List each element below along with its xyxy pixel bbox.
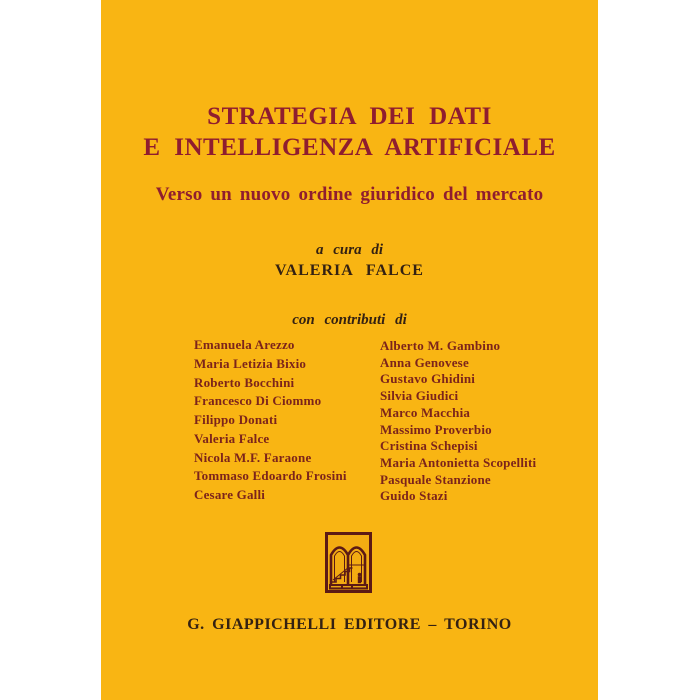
contributor-name: Silvia Giudici <box>380 388 459 404</box>
contributors-label: con contributi di <box>292 312 407 328</box>
book-title-line2: E INTELLIGENZA ARTIFICIALE <box>143 134 556 161</box>
contributor-name: Tommaso Edoardo Frosini <box>194 468 347 484</box>
publisher-line: G. GIAPPICHELLI EDITORE – TORINO <box>187 616 512 633</box>
contributor-name: Francesco Di Ciommo <box>194 393 322 409</box>
contributor-name: Guido Stazi <box>380 488 448 504</box>
book-title <box>101 101 598 163</box>
contributors-column-left <box>194 336 347 505</box>
contributor-name: Emanuela Arezzo <box>194 337 295 352</box>
contributor-name: Pasquale Stanzione <box>380 471 491 487</box>
contributor-name: Nicola M.F. Faraone <box>194 449 312 465</box>
contributor-name: Roberto Bocchini <box>194 374 295 390</box>
contributor-name: Maria Antonietta Scopelliti <box>380 454 537 470</box>
contributor-name: Cristina Schepisi <box>380 438 478 454</box>
contributor-name: Massimo Proverbio <box>380 421 492 437</box>
editor-name: VALERIA FALCE <box>275 262 424 279</box>
publisher-emblem-icon <box>325 532 372 593</box>
book-title-line1: STRATEGIA DEI DATI <box>207 103 492 130</box>
book-cover <box>101 0 598 700</box>
contributor-name: Gustavo Ghidini <box>380 371 476 387</box>
book-subtitle: Verso un nuovo ordine giuridico del mercato <box>155 184 544 205</box>
contributor-name: Marco Macchia <box>380 404 471 420</box>
contributors-column-right <box>380 338 536 505</box>
contributor-name: Alberto M. Gambino <box>380 338 501 353</box>
contributor-name: Filippo Donati <box>194 412 278 427</box>
contributor-name: Maria Letizia Bixio <box>194 355 307 371</box>
contributor-name: Anna Genovese <box>380 354 469 370</box>
contributor-name: Cesare Galli <box>194 487 266 502</box>
contributor-name: Valeria Falce <box>194 430 270 446</box>
edited-by-label: a cura di <box>315 242 383 258</box>
